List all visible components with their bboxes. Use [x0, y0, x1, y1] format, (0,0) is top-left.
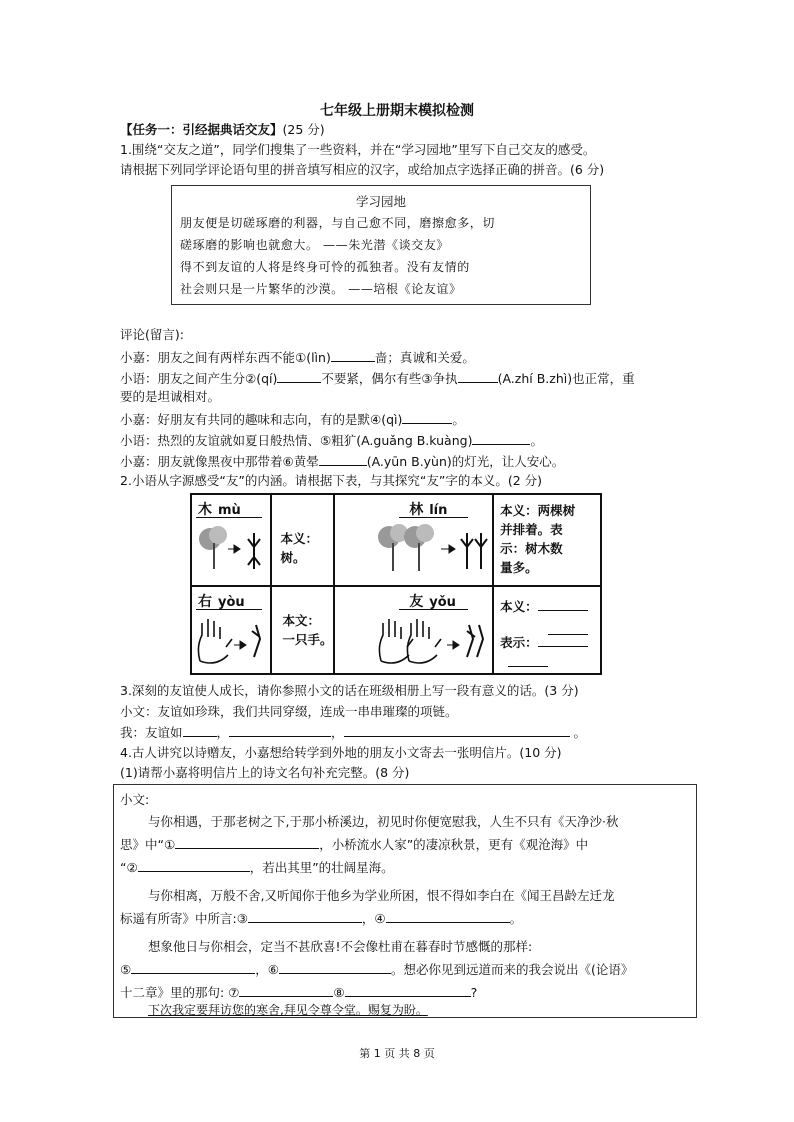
blank-4[interactable]	[402, 410, 452, 424]
tree-glyph-icon	[194, 525, 268, 581]
board-line: 磋琢磨的影响也就愈大。 ——朱光潜《谈交友》	[180, 238, 450, 252]
q3-blank-2[interactable]	[229, 723, 331, 737]
card-p3-line2: ⑤ ，⑥ 。想必你见到远道而来的我会说出《(论语》	[120, 962, 634, 977]
comment-2: 小语：朋友之间产生分②(qí) 不要紧，偶尔有些③争执 (A.zhí B.zhì)也正常，重	[120, 371, 635, 386]
card-p2-line1: 与你相离，万般不舍,又听闻你于他乡为学业所困，恨不得如李白在《闻王昌龄左迁龙	[148, 888, 615, 903]
card-p1-line1: 与你相遇，于那老树之下,于那小桥溪边，初见时你便宽慰我，人生不只有《天净沙·秋	[148, 814, 619, 829]
card-p1-line3: “② ，若出其里”的壮阔星海。	[120, 860, 394, 875]
card-p1-line2: 思》中“① ，小桥流水人家”的凄凉秋景，更有《观沧海》中	[120, 837, 589, 852]
poem-blank-6[interactable]	[279, 960, 391, 974]
q3-blank-3[interactable]	[344, 723, 570, 737]
blank-represents[interactable]	[538, 633, 588, 647]
character-origin-table	[190, 493, 602, 675]
cell-lin-image: 林 lín	[334, 494, 493, 586]
card-salutation: 小文:	[120, 792, 150, 807]
cell-you-right-meaning: 本文： 一只手。	[271, 586, 334, 674]
poem-blank-2[interactable]	[138, 858, 250, 872]
q3-example: 小文：友谊如珍珠，我们共同穿缀，连成一串串璀璨的项链。	[120, 704, 458, 719]
board-line: 社会则只是一片繁华的沙漠。 ——培根《论友谊》	[180, 282, 462, 296]
forest-glyph-icon	[375, 521, 493, 581]
two-hands-glyph-icon	[375, 615, 493, 671]
cell-you-friend-answer: 本义： 表示：	[493, 586, 601, 674]
q2-prompt: 2.小语从字源感受“友”的内涵。请根据下表，与其探究“友”字的本义。(2 分)	[120, 473, 543, 488]
hand-glyph-icon	[194, 617, 268, 669]
postcard	[113, 784, 697, 1018]
cell-you-right-image: 右 yòu	[191, 586, 271, 674]
q3-prompt: 3.深刻的友谊使人成长，请你参照小文的话在班级相册上写一段有意义的话。(3 分)	[120, 683, 579, 698]
cell-you-friend-image: 友 yǒu	[334, 586, 493, 674]
comment-3: 小嘉：好朋友有共同的趣味和志向，有的是默④(qì) 。	[120, 412, 465, 427]
poem-blank-1[interactable]	[175, 835, 319, 849]
page-title: 七年级上册期末模拟检测	[320, 103, 474, 119]
card-closing: 下次我定要拜访您的寒舍,拜见令尊令堂。赐复为盼。	[148, 1003, 428, 1017]
comment-2-cont: 要的是坦诚相对。	[120, 389, 221, 404]
blank-6[interactable]	[319, 452, 367, 466]
q3-answer-line: 我：友谊如 ， ， 。	[120, 725, 587, 740]
q1-prompt-line1: 1.围绕“交友之道”，同学们搜集了一些资料，并在“学习园地”里写下自己交友的感受。	[120, 142, 596, 157]
page-footer: 第 1 页 共 8 页	[359, 1047, 435, 1060]
q4-sub1: (1)请帮小嘉将明信片上的诗文名句补充完整。(8 分)	[120, 765, 410, 780]
task1-heading	[120, 121, 325, 139]
board-line: 得不到友谊的人将是终身可怜的孤独者。没有友情的	[180, 260, 470, 274]
card-p3-line1: 想象他日与你相会，定当不甚欣喜!不会像杜甫在暮春时节感慨的那样:	[148, 939, 533, 954]
blank-represents-2[interactable]	[508, 653, 548, 667]
comments-label: 评论(留言):	[120, 327, 184, 342]
poem-blank-4[interactable]	[386, 909, 510, 923]
poem-blank-8[interactable]	[345, 983, 471, 997]
cell-mu-image: 木 mù	[191, 494, 271, 586]
blank-5[interactable]	[472, 431, 530, 445]
study-board	[171, 185, 591, 305]
task1-score: (25 分)	[282, 122, 325, 137]
cell-mu-meaning: 本义：树。	[271, 494, 334, 586]
poem-blank-7[interactable]	[239, 983, 333, 997]
board-line: 朋友便是切磋琢磨的利器，与自己愈不同，磨擦愈多，切	[180, 216, 496, 230]
comment-5: 小嘉：朋友就像黑夜中那带着⑥黄晕 (A.yūn B.yùn)的灯光，让人安心。	[120, 454, 565, 469]
q3-blank-1[interactable]	[183, 723, 217, 737]
poem-blank-3[interactable]	[248, 909, 362, 923]
blank-1[interactable]	[331, 348, 375, 362]
card-p2-line2: 标遥有所寄》中所言:③ ，④ 。	[120, 911, 523, 926]
q1-prompt-line2: 请根据下列同学评论语句里的拼音填写相应的汉字，或给加点字选择正确的拼音。(6 分)	[120, 162, 605, 177]
blank-2[interactable]	[277, 369, 321, 383]
blank-3[interactable]	[458, 369, 498, 383]
blank-original-meaning[interactable]	[538, 597, 588, 611]
comment-1: 小嘉：朋友之间有两样东西不能①(lìn) 啬；真诚和关爱。	[120, 350, 475, 365]
q4-prompt: 4.古人讲究以诗赠友，小嘉想给转学到外地的朋友小文寄去一张明信片。(10 分)	[120, 745, 562, 760]
comment-4: 小语：热烈的友谊就如夏日般热情、⑤粗犷(A.guǎng B.kuàng) 。	[120, 433, 543, 448]
task1-label: 【任务一：引经据典话交友】	[120, 122, 283, 137]
poem-blank-5[interactable]	[131, 960, 255, 974]
card-p3-line3: 十二章》里的那句: ⑦ ⑧ ?	[120, 985, 478, 1000]
cell-lin-meaning: 本义：两棵树 并排着。表 示：树木数 量多。	[493, 494, 601, 586]
board-heading: 学习园地	[355, 194, 406, 209]
